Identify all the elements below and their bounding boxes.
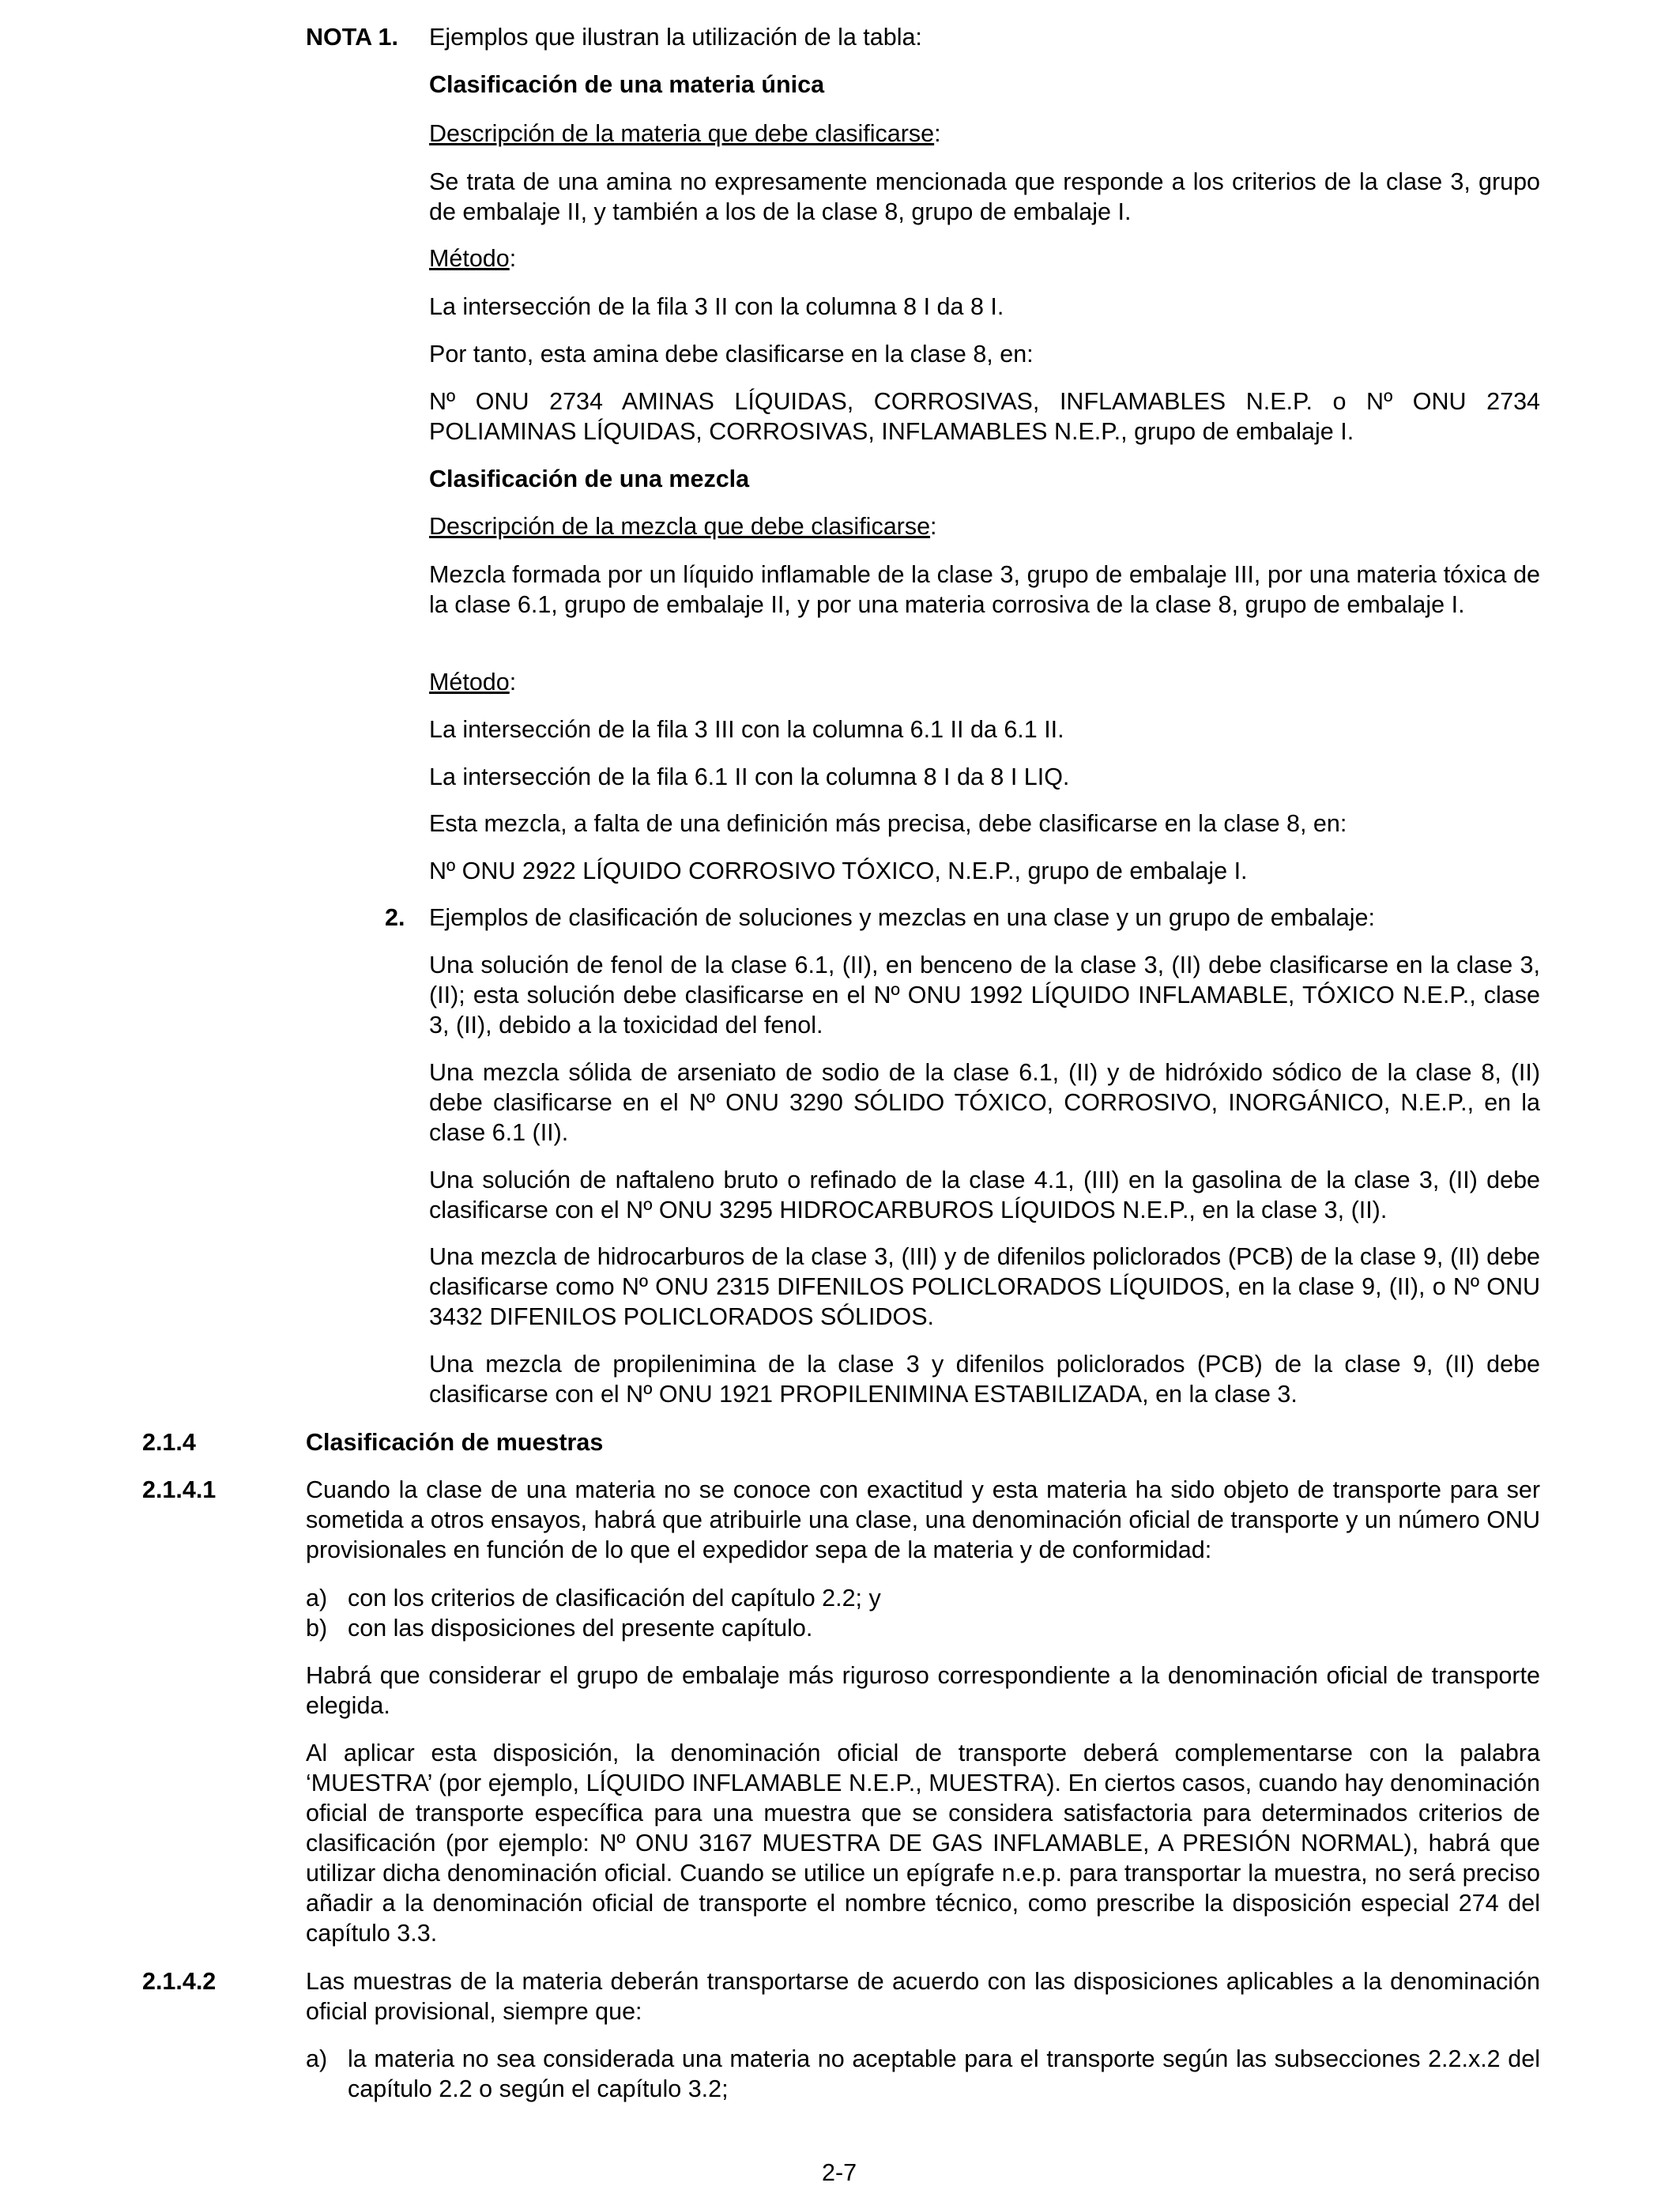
mixture-method-label: Método bbox=[429, 669, 510, 696]
mixture-heading: Clasificación de una mezcla bbox=[429, 466, 750, 492]
section-2-1-4-1-paragraph-3: Al aplicar esta disposición, la denominación oficial de transporte deberá complementarse con la palabra ‘MUESTRA’ (por ejemplo, LÍQUIDO INFLAMABLE N.E.P., MUESTRA). En ciertos casos, cuando hay denominación oficial de transporte específica para una muestra que se considera satisfactoria para determinados criterios de clasificación (por ejemplo: Nº ONU 3167 MUESTRA DE GAS INFLAMABLE, A PRESIÓN NORMAL), habrá que utilizar dicha denominación oficial. Cuando se utilice un epígrafe n.e.p. para transportar la muestra, no será preciso añadir a la denominación oficial de transporte el nombre técnico, como prescribe la disposición especial 274 del capítulo 3.3. bbox=[306, 1740, 1540, 1947]
section-2-1-4-1-paragraph-2: Habrá que considerar el grupo de embalaje más riguroso correspondiente a la denominación oficial de transporte elegida. bbox=[306, 1662, 1540, 1719]
list-text: la materia no sea considerada una materia no aceptable para el transporte según las subsecciones 2.2.x.2 del capítulo 2.2 o según el capítulo 3.2; bbox=[348, 2045, 1540, 2102]
nota-2-example-3: Una solución de naftaleno bruto o refinado de la clase 4.1, (III) en la gasolina de la clase 3, (II) debe clasificarse con el Nº ONU 3295 HIDROCARBUROS LÍQUIDOS N.E.P., en la clase 3, (II). bbox=[429, 1167, 1540, 1223]
mixture-desc-label-line: Descripción de la mezcla que debe clasificarse: bbox=[429, 513, 937, 540]
section-2-1-4-1-number: 2.1.4.1 bbox=[142, 1476, 217, 1503]
page-number: 2-7 bbox=[822, 2159, 857, 2186]
single-step-1: La intersección de la fila 3 II con la columna 8 I da 8 I. bbox=[429, 293, 1004, 320]
single-method-label: Método bbox=[429, 245, 510, 272]
nota-1-intro: Ejemplos que ilustran la utilización de la tabla: bbox=[429, 24, 922, 51]
list-label: a) bbox=[306, 1585, 328, 1612]
mixture-desc-label: Descripción de la mezcla que debe clasificarse bbox=[429, 513, 931, 540]
nota-2-label: 2. bbox=[385, 904, 405, 931]
mixture-step-1: La intersección de la fila 3 III con la columna 6.1 II da 6.1 II. bbox=[429, 716, 1064, 743]
section-2-1-4-2-paragraph-1: Las muestras de la materia deberán transportarse de acuerdo con las disposiciones aplicables a la denominación oficial provisional, siempre que: bbox=[306, 1968, 1540, 2025]
nota-2-example-5: Una mezcla de propilenimina de la clase 3 y difenilos policlorados (PCB) de la clase 9, (II) debe clasificarse con el Nº ONU 1921 PROPILENIMINA ESTABILIZADA, en la clase 3. bbox=[429, 1351, 1540, 1408]
single-heading: Clasificación de una materia única bbox=[429, 71, 825, 98]
list-label: b) bbox=[306, 1615, 328, 1642]
list-label: a) bbox=[306, 2045, 328, 2072]
mixture-method-line: Método: bbox=[429, 669, 517, 696]
nota-2-example-1: Una solución de fenol de la clase 6.1, (II), en benceno de la clase 3, (II) debe clasificarse en la clase 3, (II); esta solución debe clasificarse en el Nº ONU 1992 LÍQUIDO INFLAMABLE, TÓXICO N.E.P., clase 3, (II), debido a la toxicidad del fenol. bbox=[429, 952, 1540, 1039]
nota-2-example-2: Una mezcla sólida de arseniato de sodio de la clase 6.1, (II) y de hidróxido sódico de la clase 8, (II) debe clasificarse en el Nº ONU 3290 SÓLIDO TÓXICO, CORROSIVO, INORGÁNICO, N.E.P., en la clase 6.1 (II). bbox=[429, 1059, 1540, 1146]
nota-2-example-4: Una mezcla de hidrocarburos de la clase 3, (III) y de difenilos policlorados (PCB) de la clase 9, (II) debe clasificarse como Nº ONU 2315 DIFENILOS POLICLORADOS LÍQUIDOS, en la clase 9, (II), o Nº ONU 3432 DIFENILOS POLICLORADOS SÓLIDOS. bbox=[429, 1243, 1540, 1330]
single-method-line: Método: bbox=[429, 245, 517, 272]
mixture-step-3: Esta mezcla, a falta de una definición más precisa, debe clasificarse en la clase 8, en: bbox=[429, 810, 1347, 837]
mixture-step-2: La intersección de la fila 6.1 II con la columna 8 I da 8 I LIQ. bbox=[429, 763, 1070, 790]
nota-1-label: NOTA 1. bbox=[306, 24, 398, 51]
single-desc-label-line: Descripción de la materia que debe clasificarse: bbox=[429, 120, 941, 147]
section-2-1-4-title: Clasificación de muestras bbox=[306, 1429, 604, 1456]
single-step-2: Por tanto, esta amina debe clasificarse en la clase 8, en: bbox=[429, 341, 1034, 368]
list-text: con los criterios de clasificación del capítulo 2.2; y bbox=[348, 1585, 881, 1612]
section-2-1-4-1-paragraph-1: Cuando la clase de una materia no se conoce con exactitud y esta materia ha sido objeto de transporte para ser sometida a otros ensayos, habrá que atribuirle una clase, una denominación oficial de transporte y un número ONU provisionales en función de lo que el expedidor sepa de la materia y de conformidad: bbox=[306, 1476, 1540, 1563]
single-desc-label: Descripción de la materia que debe clasificarse bbox=[429, 120, 935, 147]
section-2-1-4-number: 2.1.4 bbox=[142, 1429, 196, 1456]
mixture-desc-text: Mezcla formada por un líquido inflamable de la clase 3, grupo de embalaje III, por una materia tóxica de la clase 6.1, grupo de embalaje II, y por una materia corrosiva de la clase 8, grupo de embalaje I. bbox=[429, 561, 1540, 618]
list-text: con las disposiciones del presente capítulo. bbox=[348, 1615, 813, 1642]
mixture-result: Nº ONU 2922 LÍQUIDO CORROSIVO TÓXICO, N.E.P., grupo de embalaje I. bbox=[429, 858, 1248, 884]
single-result: Nº ONU 2734 AMINAS LÍQUIDAS, CORROSIVAS, INFLAMABLES N.E.P. o Nº ONU 2734 POLIAMINAS LÍQUIDAS, CORROSIVAS, INFLAMABLES N.E.P., grupo de embalaje I. bbox=[429, 388, 1540, 445]
nota-2-intro: Ejemplos de clasificación de soluciones y mezclas en una clase y un grupo de embalaje: bbox=[429, 904, 1375, 931]
section-2-1-4-2-number: 2.1.4.2 bbox=[142, 1968, 217, 1995]
single-desc-text: Se trata de una amina no expresamente mencionada que responde a los criterios de la clase 3, grupo de embalaje II, y también a los de la clase 8, grupo de embalaje I. bbox=[429, 168, 1540, 225]
